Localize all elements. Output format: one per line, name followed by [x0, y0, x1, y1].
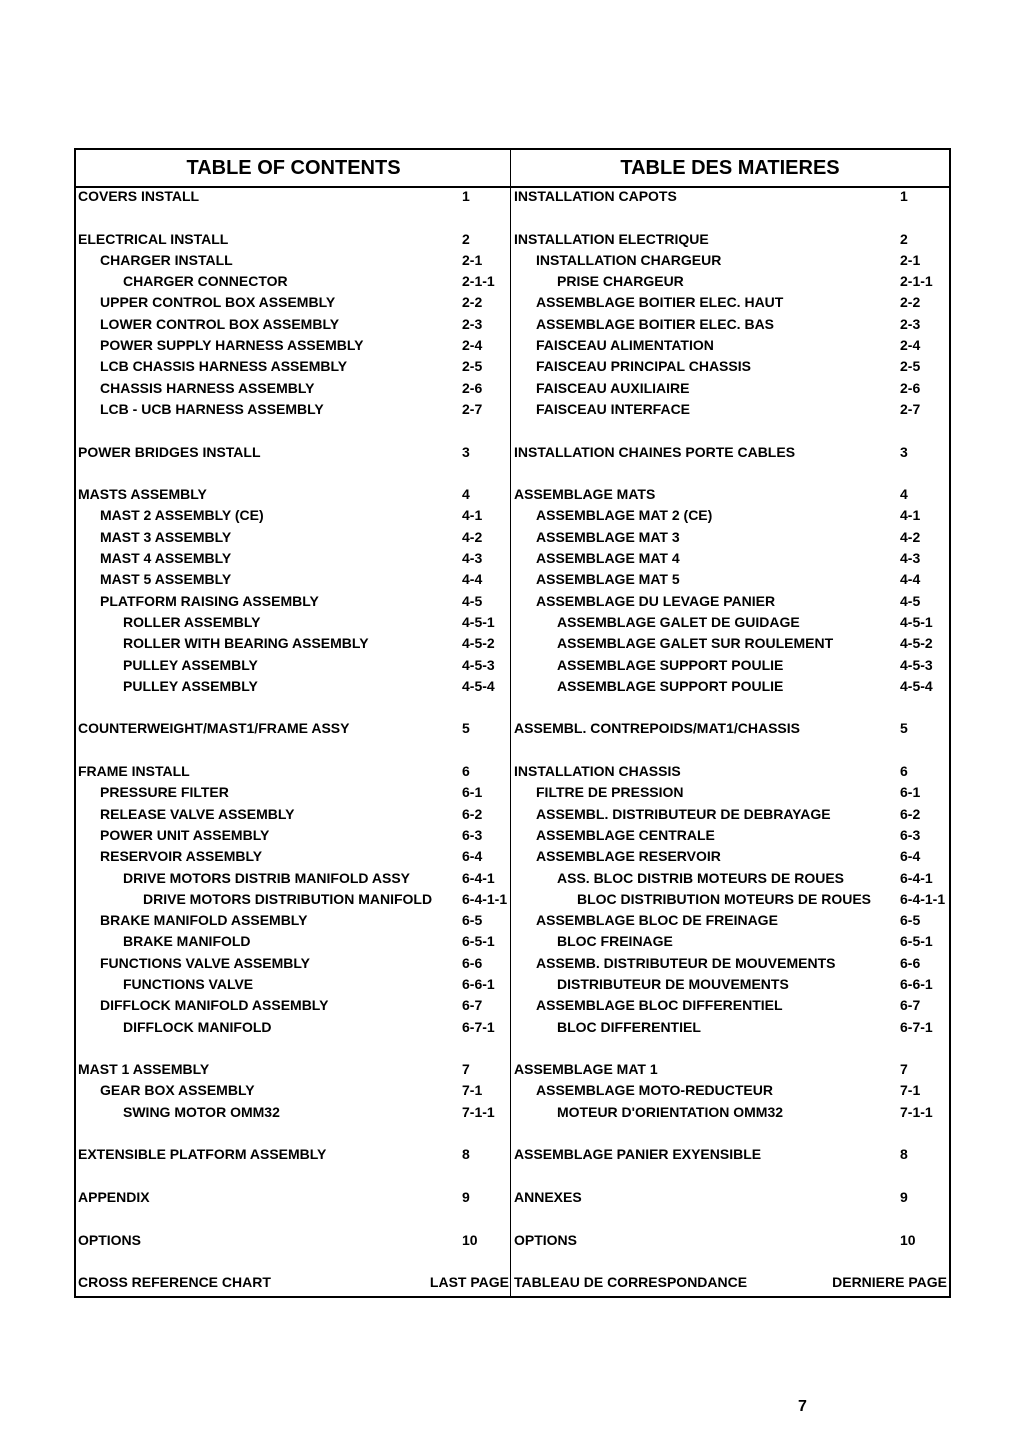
toc-spacer	[512, 207, 949, 228]
toc-entry	[76, 953, 511, 974]
toc-entry	[76, 1017, 511, 1038]
toc-entry-title: COVERS INSTALL	[78, 188, 200, 204]
toc-entry	[512, 676, 949, 697]
toc-entry-page: 6-6-1	[900, 975, 933, 992]
toc-entry-page: 4-1	[900, 507, 921, 524]
toc-heading-english: TABLE OF CONTENTS	[76, 150, 511, 188]
toc-entry-title: COUNTERWEIGHT/MAST1/FRAME ASSY	[78, 720, 350, 737]
toc-entry-page: 6-4	[462, 848, 483, 865]
toc-entry-page: 2-4	[462, 337, 483, 354]
toc-spacer	[512, 1123, 949, 1144]
toc-entry-page: 4-4	[900, 571, 921, 588]
toc-entry-page: 2-5	[900, 358, 921, 375]
toc-entry-page: 2-7	[900, 400, 921, 417]
toc-entry-title: MAST 4 ASSEMBLY	[100, 550, 232, 567]
toc-entry-page: 6-7-1	[462, 1018, 495, 1035]
toc-entry	[76, 1272, 511, 1293]
toc-entry	[76, 527, 511, 548]
toc-entry	[76, 569, 511, 590]
toc-entry-page: 6	[900, 763, 908, 780]
toc-spacer	[76, 463, 511, 484]
toc-heading-french: TABLE DES MATIERES	[511, 150, 949, 188]
toc-entry-page: 7	[900, 1061, 908, 1078]
toc-entry	[512, 527, 949, 548]
toc-entry-page: 6-7	[462, 997, 483, 1014]
toc-entry-page: 7-1	[462, 1082, 483, 1099]
toc-entry-page: 4-5-4	[900, 677, 933, 694]
toc-entry-title: ASSEMBLAGE DU LEVAGE PANIER	[536, 592, 776, 609]
toc-column-english	[76, 186, 511, 1293]
toc-entry	[512, 655, 949, 676]
toc-spacer	[76, 420, 511, 441]
toc-entry-page: 2-1	[900, 251, 921, 268]
toc-entry-title: LCB - UCB HARNESS ASSEMBLY	[100, 400, 324, 417]
toc-entry-page: 6-4-1	[900, 869, 933, 886]
toc-entry	[76, 846, 511, 867]
toc-entry-title: RELEASE VALVE ASSEMBLY	[100, 805, 295, 822]
toc-entry-page: 2	[900, 230, 908, 247]
toc-entry-page: 4	[462, 486, 470, 503]
toc-entry-page: LAST PAGE	[429, 1274, 509, 1291]
toc-entry-title: ASSEMBLAGE MAT 1	[514, 1061, 658, 1078]
toc-entry	[512, 846, 949, 867]
toc-entry	[76, 1144, 511, 1165]
toc-entry-page: 2-3	[462, 315, 483, 332]
toc-entry-title: CHARGER INSTALL	[100, 251, 233, 268]
toc-entry-page: 6-6	[900, 954, 921, 971]
toc-entry	[76, 591, 511, 612]
toc-entry-title: POWER BRIDGES INSTALL	[78, 443, 261, 460]
toc-entry-page: 4-5-3	[462, 656, 495, 673]
toc-entry-page: 6-6	[462, 954, 483, 971]
toc-entry-page: 4-5	[462, 592, 483, 609]
toc-entry	[76, 612, 511, 633]
toc-entry-title: ASSEMBLAGE RESERVOIR	[536, 848, 721, 865]
toc-entry-title: FAISCEAU PRINCIPAL CHASSIS	[536, 358, 751, 375]
toc-entry-title: ASSEMBLAGE BOITIER ELEC. HAUT	[536, 294, 784, 311]
toc-entry-page: 2-5	[462, 358, 483, 375]
toc-entry-page: 7-1-1	[462, 1103, 495, 1120]
toc-entry-title: ASSEMBLAGE PANIER EXYENSIBLE	[514, 1146, 762, 1163]
toc-entry-title: MOTEUR D'ORIENTATION OMM32	[557, 1103, 784, 1120]
toc-spacer	[512, 1208, 949, 1229]
toc-entry-title: OPTIONS	[514, 1231, 578, 1248]
toc-entry-page: 3	[462, 443, 470, 460]
toc-entry-page: 2-6	[462, 379, 483, 396]
toc-entry-page: 6-5	[900, 912, 921, 929]
toc-entry-title: ASSEMBLAGE SUPPORT POULIE	[557, 677, 784, 694]
toc-entry	[512, 335, 949, 356]
toc-entry-title: ELECTRICAL INSTALL	[78, 230, 229, 247]
toc-entry	[76, 782, 511, 803]
toc-entry-title: MAST 2 ASSEMBLY (CE)	[100, 507, 264, 524]
toc-entry	[512, 1230, 949, 1251]
toc-entry-title: MAST 5 ASSEMBLY	[100, 571, 232, 588]
toc-spacer	[76, 1038, 511, 1059]
toc-entry-page: 6-5-1	[462, 933, 495, 950]
toc-spacer	[512, 1166, 949, 1187]
toc-entry-title: FAISCEAU INTERFACE	[536, 400, 691, 417]
toc-entry	[512, 271, 949, 292]
toc-entry-page: 2-3	[900, 315, 921, 332]
toc-spacer	[512, 740, 949, 761]
toc-entry-title: INSTALLATION CHASSIS	[514, 763, 681, 780]
toc-entry	[512, 804, 949, 825]
toc-entry-page: 2-2	[900, 294, 921, 311]
toc-entry	[76, 378, 511, 399]
toc-entry-title: PLATFORM RAISING ASSEMBLY	[100, 592, 319, 609]
toc-entry	[512, 995, 949, 1016]
toc-entry-page: 4-5-3	[900, 656, 933, 673]
toc-entry-title: PULLEY ASSEMBLY	[123, 656, 258, 673]
toc-entry-page: 6-1	[900, 784, 921, 801]
toc-entry-title: MAST 1 ASSEMBLY	[78, 1061, 210, 1078]
toc-entry	[512, 1059, 949, 1080]
toc-entry-page: 4-2	[462, 528, 483, 545]
table-of-contents	[74, 148, 951, 1298]
toc-spacer	[76, 1166, 511, 1187]
toc-entry-page: 4	[900, 486, 908, 503]
toc-spacer	[76, 1208, 511, 1229]
toc-entry-page: 3	[900, 443, 908, 460]
toc-entry	[512, 718, 949, 739]
toc-entry	[512, 1102, 949, 1123]
toc-entry-page: 5	[462, 720, 470, 737]
toc-entry	[76, 442, 511, 463]
toc-entry-title: MASTS ASSEMBLY	[78, 486, 207, 503]
toc-entry	[512, 761, 949, 782]
toc-entry-title: MAST 3 ASSEMBLY	[100, 528, 232, 545]
toc-entry-page: 1	[462, 188, 470, 204]
toc-entry-title: ASSEMBLAGE MAT 5	[536, 571, 680, 588]
toc-entry	[76, 186, 511, 207]
toc-entry-title: ASSEMBLAGE CENTRALE	[536, 826, 715, 843]
toc-entry-title: DRIVE MOTORS DISTRIBUTION MANIFOLD	[143, 890, 433, 907]
toc-entry-page: 6-4-1-1	[900, 890, 946, 907]
toc-entry	[512, 229, 949, 250]
toc-entry	[76, 1230, 511, 1251]
toc-entry	[512, 889, 949, 910]
toc-entry-page: 4-5-2	[462, 635, 495, 652]
toc-entry-page: 6-3	[900, 826, 921, 843]
toc-entry-page: 9	[900, 1188, 908, 1205]
toc-entry-page: 6-4-1-1	[462, 890, 508, 907]
toc-entry	[76, 655, 511, 676]
toc-entry-title: ANNEXES	[514, 1188, 582, 1205]
toc-entry-page: 6-7	[900, 997, 921, 1014]
toc-entry-title: RESERVOIR ASSEMBLY	[100, 848, 263, 865]
toc-entry	[512, 442, 949, 463]
toc-entry-page: 6-5-1	[900, 933, 933, 950]
toc-entry	[512, 1187, 949, 1208]
toc-entry	[76, 484, 511, 505]
toc-entry-title: POWER UNIT ASSEMBLY	[100, 826, 270, 843]
toc-entry	[76, 356, 511, 377]
toc-entry-title: FAISCEAU ALIMENTATION	[536, 337, 714, 354]
toc-entry-title: INSTALLATION CHAINES PORTE CABLES	[514, 443, 796, 460]
toc-entry	[76, 676, 511, 697]
toc-entry-page: 8	[900, 1146, 908, 1163]
toc-entry-title: UPPER CONTROL BOX ASSEMBLY	[100, 294, 336, 311]
toc-entry-title: ASSEMBL. CONTREPOIDS/MAT1/CHASSIS	[514, 720, 800, 737]
toc-column-french	[512, 186, 949, 1293]
toc-entry	[512, 569, 949, 590]
toc-entry	[512, 612, 949, 633]
toc-entry-title: ASSEMBLAGE GALET DE GUIDAGE	[557, 613, 800, 630]
toc-spacer	[512, 1038, 949, 1059]
toc-entry-title: TABLEAU DE CORRESPONDANCE	[514, 1274, 748, 1291]
toc-entry-page: 4-1	[462, 507, 483, 524]
toc-entry-title: LOWER CONTROL BOX ASSEMBLY	[100, 315, 340, 332]
toc-entry	[76, 804, 511, 825]
toc-entry	[76, 931, 511, 952]
toc-entry	[512, 910, 949, 931]
toc-entry	[76, 335, 511, 356]
toc-entry-page: 4-5-1	[462, 613, 495, 630]
toc-entry-title: FUNCTIONS VALVE	[123, 975, 254, 992]
toc-entry	[76, 229, 511, 250]
toc-entry-title: CHASSIS HARNESS ASSEMBLY	[100, 379, 315, 396]
toc-entry	[76, 1059, 511, 1080]
toc-entry-title: ASSEMBLAGE MAT 4	[536, 550, 680, 567]
toc-entry-page: 6-6-1	[462, 975, 495, 992]
toc-entry-title: ASSEMBLAGE MOTO-REDUCTEUR	[536, 1082, 773, 1099]
toc-entry-title: PRESSURE FILTER	[100, 784, 229, 801]
toc-entry	[512, 953, 949, 974]
toc-entry	[76, 889, 511, 910]
toc-entry-page: 7-1-1	[900, 1103, 933, 1120]
toc-entry-title: DRIVE MOTORS DISTRIB MANIFOLD ASSY	[123, 869, 411, 886]
toc-entry-page: 7	[462, 1061, 470, 1078]
toc-entry	[76, 314, 511, 335]
toc-entry-title: ASSEMBLAGE SUPPORT POULIE	[557, 656, 784, 673]
toc-entry-page: 4-5-2	[900, 635, 933, 652]
toc-entry-page: 6	[462, 763, 470, 780]
toc-entry-page: 2-4	[900, 337, 921, 354]
toc-entry	[512, 292, 949, 313]
toc-entry	[512, 250, 949, 271]
toc-entry	[512, 314, 949, 335]
toc-entry-title: FILTRE DE PRESSION	[536, 784, 684, 801]
toc-entry-title: FUNCTIONS VALVE ASSEMBLY	[100, 954, 311, 971]
toc-entry-title: BLOC DISTRIBUTION MOTEURS DE ROUES	[577, 890, 872, 907]
toc-spacer	[512, 697, 949, 718]
toc-entry-page: 9	[462, 1188, 470, 1205]
toc-spacer	[76, 207, 511, 228]
toc-spacer	[512, 420, 949, 441]
toc-entry	[76, 271, 511, 292]
toc-entry-title: BRAKE MANIFOLD ASSEMBLY	[100, 912, 308, 929]
toc-entry-title: POWER SUPPLY HARNESS ASSEMBLY	[100, 337, 364, 354]
toc-entry	[76, 1187, 511, 1208]
toc-entry-page: 6-1	[462, 784, 483, 801]
toc-entry-title: LCB CHASSIS HARNESS ASSEMBLY	[100, 358, 348, 375]
toc-entry-title: INSTALLATION CHARGEUR	[536, 251, 722, 268]
toc-entry-title: PULLEY ASSEMBLY	[123, 677, 258, 694]
toc-entry-title: ASSEMBLAGE GALET SUR ROULEMENT	[557, 635, 834, 652]
toc-entry	[512, 782, 949, 803]
toc-entry-title: ROLLER ASSEMBLY	[123, 613, 261, 630]
toc-entry	[512, 974, 949, 995]
toc-entry	[76, 548, 511, 569]
toc-entry-title: BLOC FREINAGE	[557, 933, 673, 950]
toc-entry-page: 6-2	[900, 805, 921, 822]
toc-entry	[512, 378, 949, 399]
toc-entry	[512, 591, 949, 612]
toc-entry-page: 5	[900, 720, 908, 737]
toc-entry-page: 2-1-1	[462, 273, 495, 290]
toc-entry-page: 6-3	[462, 826, 483, 843]
toc-entry	[512, 868, 949, 889]
toc-entry-title: ASSEMBLAGE BOITIER ELEC. BAS	[536, 315, 775, 332]
toc-entry	[76, 868, 511, 889]
toc-entry	[512, 931, 949, 952]
toc-entry-title: ROLLER WITH BEARING ASSEMBLY	[123, 635, 369, 652]
toc-entry	[76, 505, 511, 526]
toc-entry-page: 2-6	[900, 379, 921, 396]
toc-entry	[512, 825, 949, 846]
toc-entry-title: ASSEMB. DISTRIBUTEUR DE MOUVEMENTS	[536, 954, 836, 971]
toc-entry	[512, 484, 949, 505]
toc-entry	[512, 548, 949, 569]
toc-entry-page: 1	[900, 188, 908, 204]
toc-entry-page: 4-4	[462, 571, 483, 588]
toc-entry	[76, 399, 511, 420]
toc-entry-page: 2-1	[462, 251, 483, 268]
toc-entry	[512, 1272, 949, 1293]
toc-entry-title: BLOC DIFFERENTIEL	[557, 1018, 701, 1035]
toc-entry-page: 2-1-1	[900, 273, 933, 290]
toc-entry-page: 7-1	[900, 1082, 921, 1099]
toc-entry-title: ASSEMBLAGE MATS	[514, 486, 656, 503]
toc-entry	[76, 974, 511, 995]
toc-entry-page: 6-5	[462, 912, 483, 929]
toc-spacer	[76, 1123, 511, 1144]
toc-entry-page: 4-2	[900, 528, 921, 545]
toc-entry-title: DISTRIBUTEUR DE MOUVEMENTS	[557, 975, 789, 992]
toc-entry-page: 4-3	[900, 550, 921, 567]
toc-entry-title: ASSEMBLAGE MAT 2 (CE)	[536, 507, 713, 524]
toc-entry	[76, 633, 511, 654]
toc-entry-title: PRISE CHARGEUR	[557, 273, 684, 290]
toc-entry-page: 2-2	[462, 294, 483, 311]
toc-entry-title: ASSEMBLAGE MAT 3	[536, 528, 680, 545]
toc-entry-page: 6-2	[462, 805, 483, 822]
toc-entry	[512, 1080, 949, 1101]
page-number: 7	[798, 1398, 807, 1415]
toc-spacer	[512, 1251, 949, 1272]
toc-entry-page: 6-4	[900, 848, 921, 865]
toc-entry-title: ASS. BLOC DISTRIB MOTEURS DE ROUES	[557, 869, 845, 886]
toc-entry-title: DIFFLOCK MANIFOLD	[123, 1018, 272, 1035]
toc-entry-page: 6-7-1	[900, 1018, 933, 1035]
toc-entry-page: 10	[462, 1231, 478, 1248]
toc-entry	[76, 825, 511, 846]
toc-entry-title: INSTALLATION CAPOTS	[514, 188, 677, 204]
toc-entry	[512, 186, 949, 207]
toc-spacer	[76, 697, 511, 718]
toc-entry-page: 4-3	[462, 550, 483, 567]
toc-entry-page: 4-5	[900, 592, 921, 609]
toc-entry-title: FAISCEAU AUXILIAIRE	[536, 379, 690, 396]
toc-entry	[512, 356, 949, 377]
toc-entry	[512, 1017, 949, 1038]
toc-entry-page: 8	[462, 1146, 470, 1163]
toc-entry	[76, 910, 511, 931]
toc-entry-title: ASSEMBL. DISTRIBUTEUR DE DEBRAYAGE	[536, 805, 831, 822]
toc-entry	[76, 1102, 511, 1123]
toc-entry-title: ASSEMBLAGE BLOC DE FREINAGE	[536, 912, 778, 929]
toc-spacer	[76, 1251, 511, 1272]
toc-entry-title: EXTENSIBLE PLATFORM ASSEMBLY	[78, 1146, 327, 1163]
toc-entry-title: APPENDIX	[78, 1188, 150, 1205]
toc-entry	[76, 250, 511, 271]
toc-entry-page: DERNIERE PAGE	[832, 1274, 947, 1291]
toc-entry	[512, 399, 949, 420]
toc-entry	[76, 1080, 511, 1101]
toc-entry	[512, 633, 949, 654]
toc-entry	[76, 292, 511, 313]
toc-entry	[512, 1144, 949, 1165]
toc-entry	[76, 718, 511, 739]
toc-entry-title: CROSS REFERENCE CHART	[78, 1274, 271, 1291]
toc-entry-title: BRAKE MANIFOLD	[123, 933, 251, 950]
toc-entry-title: GEAR BOX ASSEMBLY	[100, 1082, 255, 1099]
toc-entry-page: 6-4-1	[462, 869, 495, 886]
toc-entry-title: SWING MOTOR OMM32	[123, 1103, 280, 1120]
toc-entry-page: 4-5-1	[900, 613, 933, 630]
toc-entry-title: FRAME INSTALL	[78, 763, 190, 780]
toc-entry	[512, 505, 949, 526]
toc-entry-title: ASSEMBLAGE BLOC DIFFERENTIEL	[536, 997, 783, 1014]
toc-entry	[76, 995, 511, 1016]
toc-spacer	[512, 463, 949, 484]
toc-entry	[76, 761, 511, 782]
toc-entry-page: 10	[900, 1231, 916, 1248]
toc-entry-title: INSTALLATION ELECTRIQUE	[514, 230, 709, 247]
toc-entry-page: 2	[462, 230, 470, 247]
toc-entry-page: 4-5-4	[462, 677, 495, 694]
toc-entry-page: 2-7	[462, 400, 483, 417]
toc-spacer	[76, 740, 511, 761]
toc-entry-title: DIFFLOCK MANIFOLD ASSEMBLY	[100, 997, 329, 1014]
toc-entry-title: CHARGER CONNECTOR	[123, 273, 288, 290]
toc-entry-title: OPTIONS	[78, 1231, 142, 1248]
